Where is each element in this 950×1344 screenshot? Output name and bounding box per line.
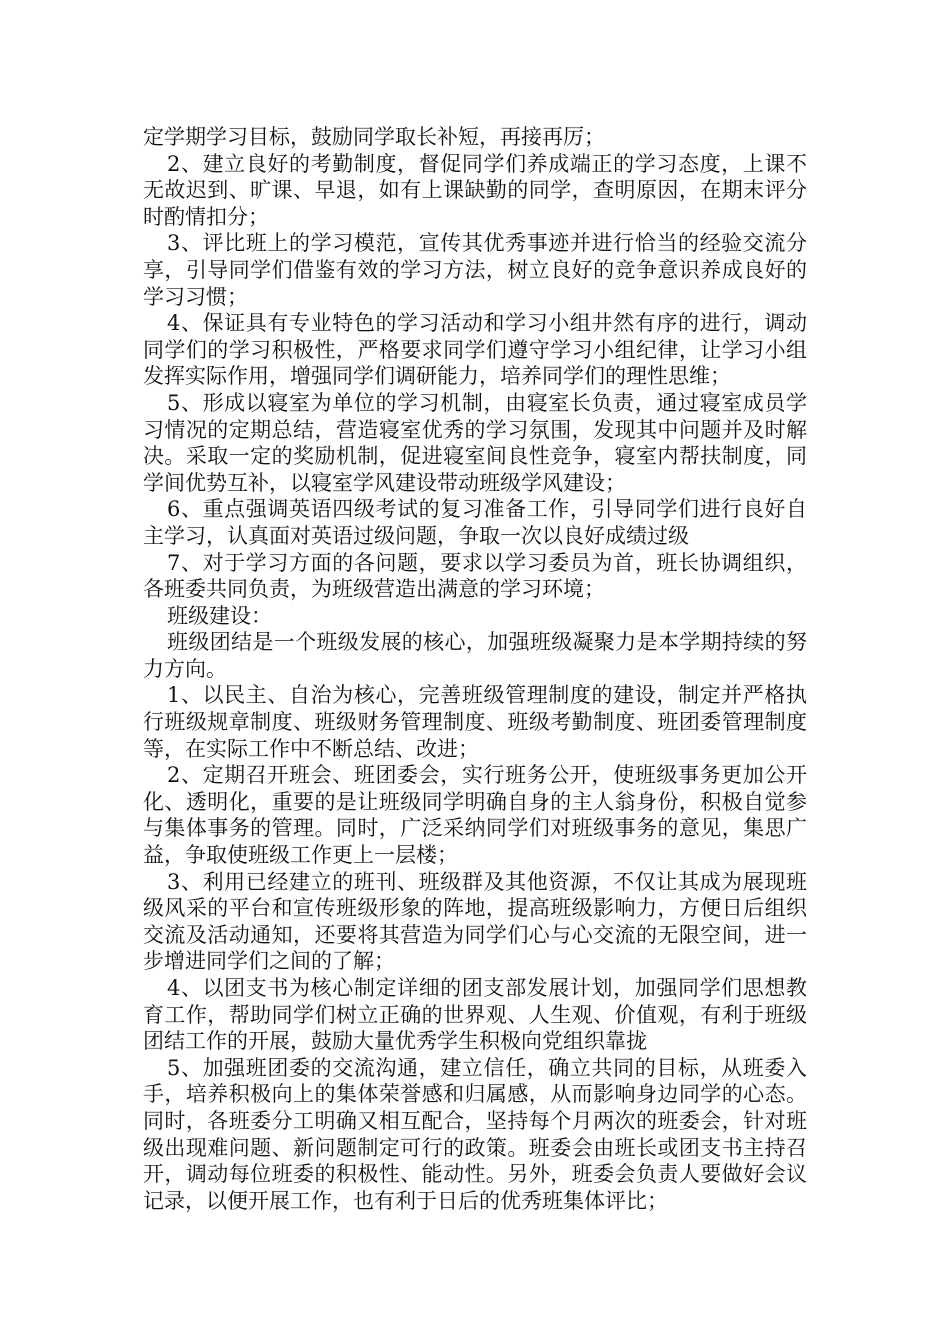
paragraph: 5、加强班团委的交流沟通，建立信任，确立共同的目标，从班委入手，培养积极向上的集体荣誉感和归属感，从而影响身边同学的心态。同时，各班委分工明确又相互配合，坚持每个月两次的班委会，针对班级出现难问题、新问题制定可行的政策。班委会由班长或团支书主持召开，调动每位班委的积极性、能动性。另外，班委会负责人要做好会议记录，以便开展工作，也有利于日后的优秀班集体评比；	[143, 1055, 807, 1213]
paragraph: 3、利用已经建立的班刊、班级群及其他资源，不仅让其成为展现班级风采的平台和宣传班级形象的阵地，提高班级影响力，方便日后组织交流及活动通知，还要将其营造为同学们心与心交流的无限空间，进一步增进同学们之间的了解；	[143, 869, 807, 974]
paragraph: 2、建立良好的考勤制度，督促同学们养成端正的学习态度，上课不无故迟到、旷课、早退，如有上课缺勤的同学，查明原因，在期末评分时酌情扣分；	[143, 151, 807, 229]
paragraph: 7、对于学习方面的各问题，要求以学习委员为首，班长协调组织，各班委共同负责，为班级营造出满意的学习环境；	[143, 550, 807, 602]
paragraph: 6、重点强调英语四级考试的复习准备工作，引导同学们进行良好自主学习，认真面对英语过级问题，争取一次以良好成绩过级	[143, 497, 807, 548]
paragraph: 1、以民主、自治为核心，完善班级管理制度的建设，制定并严格执行班级规章制度、班级财务管理制度、班级考勤制度、班团委管理制度等，在实际工作中不断总结、改进；	[143, 683, 807, 761]
paragraph: 定学期学习目标，鼓励同学取长补短，再接再厉；	[143, 125, 605, 149]
paragraph: 5、形成以寝室为单位的学习机制，由寝室长负责，通过寝室成员学习情况的定期总结，营造寝室优秀的学习氛围，发现其中问题并及时解决。采取一定的奖励机制，促进寝室间良性竞争，寝室内帮扶制度，同学间优势互补，以寝室学风建设带动班级学风建设；	[143, 390, 807, 495]
paragraph: 班级团结是一个班级发展的核心，加强班级凝聚力是本学期持续的努力方向。	[143, 630, 807, 681]
paragraph: 4、以团支书为核心制定详细的团支部发展计划，加强同学们思想教育工作，帮助同学们树立正确的世界观、人生观、价值观，有利于班级团结工作的开展，鼓励大量优秀学生积极向党组织靠拢	[143, 976, 807, 1054]
paragraph: 4、保证具有专业特色的学习活动和学习小组井然有序的进行，调动同学们的学习积极性，严格要求同学们遵守学习小组纪律，让学习小组发挥实际作用，增强同学们调研能力，培养同学们的理性思维；	[143, 311, 807, 389]
paragraph: 3、评比班上的学习模范，宣传其优秀事迹并进行恰当的经验交流分享，引导同学们借鉴有效的学习方法，树立良好的竞争意识养成良好的学习习惯；	[143, 231, 807, 309]
paragraph: 2、定期召开班会、班团委会，实行班务公开，使班级事务更加公开化、透明化，重要的是让班级同学明确自身的主人翁身份，积极自觉参与集体事务的管理。同时，广泛采纳同学们对班级事务的意见，集思广益，争取使班级工作更上一层楼；	[143, 763, 807, 868]
section-heading: 班级建设：	[167, 603, 272, 628]
document-page	[143, 124, 807, 1214]
